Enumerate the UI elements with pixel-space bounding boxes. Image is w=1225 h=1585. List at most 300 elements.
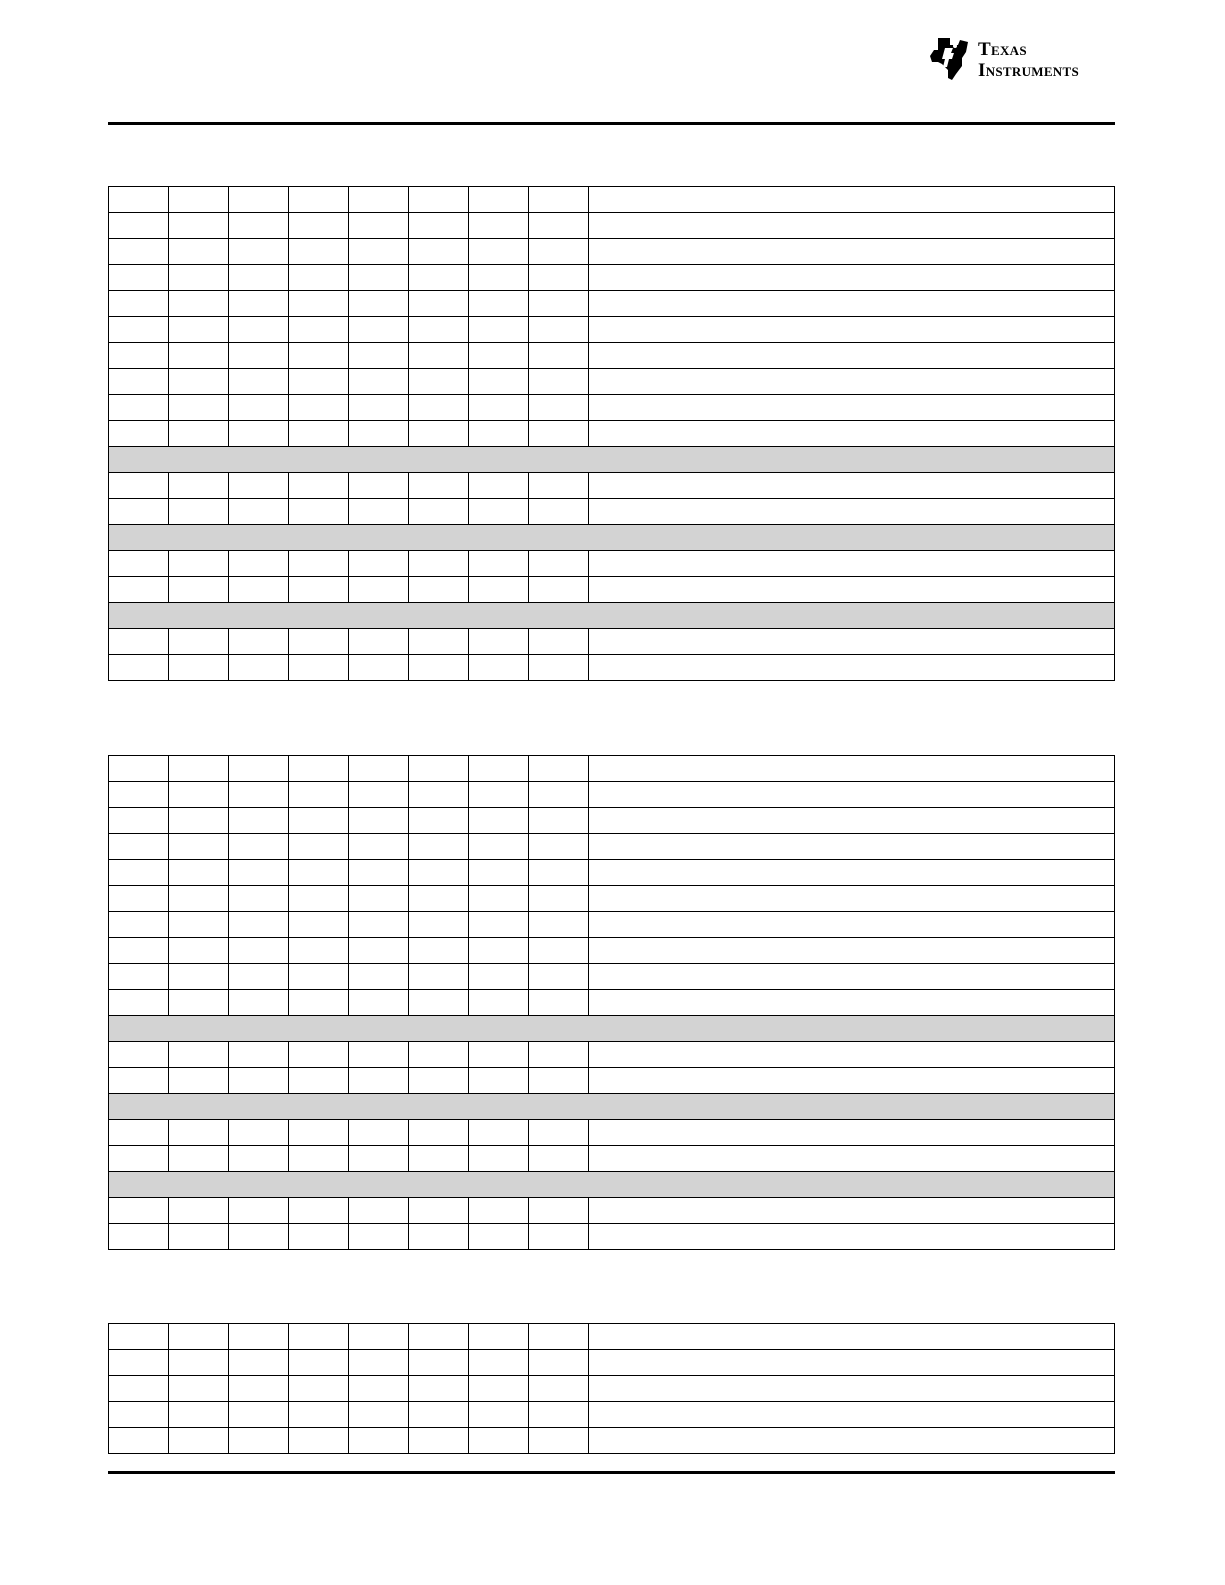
table-row	[109, 912, 1115, 938]
bit-cell	[469, 782, 529, 808]
bit-cell	[409, 369, 469, 395]
bit-cell	[469, 1042, 529, 1068]
bit-cell	[469, 1198, 529, 1224]
register-table-2	[108, 755, 1115, 1250]
bit-cell	[169, 1224, 229, 1250]
bit-cell	[409, 551, 469, 577]
description-cell	[589, 343, 1115, 369]
bit-cell	[289, 629, 349, 655]
bit-cell	[349, 1146, 409, 1172]
bit-cell	[109, 343, 169, 369]
bit-cell	[169, 473, 229, 499]
table-row	[109, 655, 1115, 681]
bit-cell	[109, 1428, 169, 1454]
description-cell	[589, 499, 1115, 525]
bit-cell	[109, 551, 169, 577]
bit-cell	[469, 1350, 529, 1376]
bit-cell	[529, 1120, 589, 1146]
bit-cell	[529, 317, 589, 343]
bit-cell	[529, 187, 589, 213]
bit-cell	[289, 1350, 349, 1376]
bit-cell	[229, 499, 289, 525]
bit-cell	[229, 834, 289, 860]
logo-line-instruments: Instruments	[978, 60, 1079, 81]
bit-cell	[469, 317, 529, 343]
table-row	[109, 343, 1115, 369]
bit-cell	[109, 1324, 169, 1350]
section-band-cell	[109, 1016, 1115, 1042]
bit-cell	[349, 834, 409, 860]
table-row	[109, 1224, 1115, 1250]
bit-cell	[469, 912, 529, 938]
table-row	[109, 1428, 1115, 1454]
bit-cell	[109, 473, 169, 499]
bit-cell	[289, 473, 349, 499]
bit-cell	[529, 213, 589, 239]
bit-cell	[469, 655, 529, 681]
description-cell	[589, 756, 1115, 782]
bit-cell	[529, 1402, 589, 1428]
bit-cell	[349, 629, 409, 655]
bit-cell	[469, 395, 529, 421]
bit-cell	[229, 317, 289, 343]
bit-cell	[289, 1428, 349, 1454]
description-cell	[589, 1324, 1115, 1350]
bit-cell	[409, 395, 469, 421]
table-row	[109, 990, 1115, 1016]
bit-cell	[409, 239, 469, 265]
table-row	[109, 1350, 1115, 1376]
description-cell	[589, 577, 1115, 603]
bit-cell	[109, 912, 169, 938]
bit-cell	[289, 551, 349, 577]
bit-cell	[169, 187, 229, 213]
section-band-row	[109, 1094, 1115, 1120]
description-cell	[589, 265, 1115, 291]
bit-cell	[409, 291, 469, 317]
table-row	[109, 1402, 1115, 1428]
bit-cell	[349, 551, 409, 577]
bit-cell	[289, 964, 349, 990]
table-row	[109, 473, 1115, 499]
bit-cell	[289, 421, 349, 447]
table-row	[109, 499, 1115, 525]
table-row	[109, 938, 1115, 964]
bit-cell	[409, 990, 469, 1016]
bit-cell	[349, 782, 409, 808]
bit-cell	[289, 291, 349, 317]
bit-cell	[109, 964, 169, 990]
bit-cell	[349, 1376, 409, 1402]
bit-cell	[109, 886, 169, 912]
bit-cell	[169, 1324, 229, 1350]
bit-cell	[169, 1042, 229, 1068]
bit-cell	[109, 1402, 169, 1428]
bit-cell	[529, 912, 589, 938]
description-cell	[589, 1350, 1115, 1376]
bit-cell	[289, 1402, 349, 1428]
bit-cell	[529, 782, 589, 808]
bit-cell	[409, 1042, 469, 1068]
bit-cell	[289, 912, 349, 938]
bit-cell	[469, 187, 529, 213]
bit-cell	[109, 1068, 169, 1094]
bit-cell	[169, 655, 229, 681]
table-row	[109, 756, 1115, 782]
bit-cell	[169, 343, 229, 369]
bit-cell	[229, 938, 289, 964]
description-cell	[589, 629, 1115, 655]
bit-cell	[289, 1120, 349, 1146]
bit-cell	[469, 369, 529, 395]
bit-cell	[109, 860, 169, 886]
description-cell	[589, 1042, 1115, 1068]
bit-cell	[529, 343, 589, 369]
bit-cell	[229, 1376, 289, 1402]
bit-cell	[529, 964, 589, 990]
bit-cell	[169, 1068, 229, 1094]
bit-cell	[289, 1146, 349, 1172]
bit-cell	[349, 1224, 409, 1250]
bit-cell	[229, 343, 289, 369]
table-row	[109, 1068, 1115, 1094]
bit-cell	[409, 499, 469, 525]
bit-cell	[409, 964, 469, 990]
bit-cell	[229, 239, 289, 265]
table-row	[109, 395, 1115, 421]
bit-cell	[229, 860, 289, 886]
section-band-cell	[109, 603, 1115, 629]
bit-cell	[169, 1428, 229, 1454]
bit-cell	[349, 1324, 409, 1350]
bit-cell	[229, 1324, 289, 1350]
description-cell	[589, 655, 1115, 681]
bit-cell	[469, 551, 529, 577]
bit-cell	[289, 369, 349, 395]
bit-cell	[169, 782, 229, 808]
description-cell	[589, 291, 1115, 317]
bit-cell	[289, 1068, 349, 1094]
bit-cell	[169, 629, 229, 655]
bit-cell	[169, 1120, 229, 1146]
description-cell	[589, 964, 1115, 990]
bit-cell	[109, 756, 169, 782]
bit-cell	[529, 239, 589, 265]
bit-cell	[169, 938, 229, 964]
bit-cell	[529, 421, 589, 447]
bit-cell	[229, 369, 289, 395]
bit-cell	[169, 395, 229, 421]
header-rule	[108, 122, 1115, 125]
bit-cell	[349, 499, 409, 525]
bit-cell	[229, 291, 289, 317]
table-row	[109, 317, 1115, 343]
table-row	[109, 213, 1115, 239]
bit-cell	[409, 421, 469, 447]
bit-cell	[529, 1198, 589, 1224]
bit-cell	[529, 1224, 589, 1250]
bit-cell	[229, 782, 289, 808]
bit-cell	[229, 1120, 289, 1146]
table-row	[109, 291, 1115, 317]
bit-cell	[529, 834, 589, 860]
bit-cell	[289, 782, 349, 808]
bit-cell	[109, 369, 169, 395]
section-band-row	[109, 603, 1115, 629]
bit-cell	[349, 756, 409, 782]
bit-cell	[229, 213, 289, 239]
bit-cell	[109, 1146, 169, 1172]
bit-cell	[289, 655, 349, 681]
bit-cell	[169, 886, 229, 912]
bit-cell	[229, 912, 289, 938]
texas-instruments-logo	[928, 36, 1118, 82]
bit-cell	[409, 1402, 469, 1428]
bit-cell	[409, 834, 469, 860]
table-row	[109, 834, 1115, 860]
bit-cell	[469, 265, 529, 291]
bit-cell	[529, 551, 589, 577]
bit-cell	[169, 860, 229, 886]
bit-cell	[289, 577, 349, 603]
ti-logo-icon	[928, 36, 972, 82]
table-row	[109, 860, 1115, 886]
bit-cell	[289, 756, 349, 782]
bit-cell	[529, 577, 589, 603]
description-cell	[589, 1402, 1115, 1428]
bit-cell	[349, 886, 409, 912]
bit-cell	[169, 964, 229, 990]
bit-cell	[229, 1146, 289, 1172]
description-cell	[589, 421, 1115, 447]
description-cell	[589, 1198, 1115, 1224]
bit-cell	[109, 317, 169, 343]
bit-cell	[469, 1224, 529, 1250]
bit-cell	[529, 808, 589, 834]
bit-cell	[109, 395, 169, 421]
description-cell	[589, 912, 1115, 938]
bit-cell	[169, 912, 229, 938]
bit-cell	[169, 317, 229, 343]
bit-cell	[229, 421, 289, 447]
description-cell	[589, 1120, 1115, 1146]
bit-cell	[229, 577, 289, 603]
bit-cell	[109, 629, 169, 655]
bit-cell	[349, 343, 409, 369]
bit-cell	[409, 1428, 469, 1454]
bit-cell	[469, 860, 529, 886]
table-row	[109, 1146, 1115, 1172]
bit-cell	[289, 1224, 349, 1250]
bit-cell	[289, 1376, 349, 1402]
bit-cell	[529, 655, 589, 681]
table-row	[109, 551, 1115, 577]
section-band-row	[109, 1016, 1115, 1042]
bit-cell	[529, 369, 589, 395]
table-row	[109, 577, 1115, 603]
bit-cell	[469, 239, 529, 265]
bit-cell	[529, 860, 589, 886]
bit-cell	[409, 655, 469, 681]
bit-cell	[109, 577, 169, 603]
bit-cell	[529, 990, 589, 1016]
bit-cell	[289, 886, 349, 912]
table-row	[109, 421, 1115, 447]
section-band-row	[109, 525, 1115, 551]
bit-cell	[349, 1042, 409, 1068]
bit-cell	[409, 938, 469, 964]
description-cell	[589, 551, 1115, 577]
bit-cell	[529, 499, 589, 525]
bit-cell	[349, 1198, 409, 1224]
bit-cell	[529, 265, 589, 291]
bit-cell	[409, 187, 469, 213]
bit-cell	[229, 886, 289, 912]
description-cell	[589, 1376, 1115, 1402]
bit-cell	[409, 808, 469, 834]
bit-cell	[529, 1068, 589, 1094]
bit-cell	[229, 655, 289, 681]
bit-cell	[529, 395, 589, 421]
bit-cell	[229, 395, 289, 421]
bit-cell	[469, 577, 529, 603]
bit-cell	[289, 317, 349, 343]
table-row	[109, 808, 1115, 834]
bit-cell	[349, 912, 409, 938]
bit-cell	[409, 1068, 469, 1094]
bit-cell	[229, 187, 289, 213]
bit-cell	[529, 629, 589, 655]
bit-cell	[229, 1350, 289, 1376]
bit-cell	[469, 990, 529, 1016]
logo-wordmark	[978, 39, 1079, 81]
bit-cell	[529, 1146, 589, 1172]
table-row	[109, 1120, 1115, 1146]
bit-cell	[229, 1042, 289, 1068]
bit-cell	[229, 551, 289, 577]
description-cell	[589, 395, 1115, 421]
bit-cell	[229, 1224, 289, 1250]
bit-cell	[229, 756, 289, 782]
description-cell	[589, 1428, 1115, 1454]
bit-cell	[349, 473, 409, 499]
bit-cell	[289, 1042, 349, 1068]
section-band-cell	[109, 1172, 1115, 1198]
bit-cell	[529, 938, 589, 964]
bit-cell	[289, 834, 349, 860]
bit-cell	[529, 291, 589, 317]
bit-cell	[169, 421, 229, 447]
bit-cell	[409, 1376, 469, 1402]
bit-cell	[289, 395, 349, 421]
bit-cell	[409, 886, 469, 912]
bit-cell	[349, 395, 409, 421]
bit-cell	[469, 886, 529, 912]
bit-cell	[229, 808, 289, 834]
bit-cell	[109, 421, 169, 447]
bit-cell	[169, 1376, 229, 1402]
bit-cell	[349, 239, 409, 265]
bit-cell	[349, 1402, 409, 1428]
bit-cell	[469, 1068, 529, 1094]
bit-cell	[349, 1350, 409, 1376]
bit-cell	[169, 1146, 229, 1172]
bit-cell	[169, 1402, 229, 1428]
bit-cell	[409, 1120, 469, 1146]
bit-cell	[469, 343, 529, 369]
bit-cell	[109, 1350, 169, 1376]
bit-cell	[229, 1402, 289, 1428]
bit-cell	[349, 213, 409, 239]
description-cell	[589, 473, 1115, 499]
bit-cell	[169, 369, 229, 395]
table-row	[109, 886, 1115, 912]
bit-cell	[529, 1324, 589, 1350]
description-cell	[589, 213, 1115, 239]
bit-cell	[109, 499, 169, 525]
bit-cell	[529, 1042, 589, 1068]
bit-cell	[349, 577, 409, 603]
logo-line-texas: Texas	[978, 39, 1027, 60]
register-table-3	[108, 1323, 1115, 1454]
bit-cell	[469, 1120, 529, 1146]
bit-cell	[289, 860, 349, 886]
table-row	[109, 239, 1115, 265]
bit-cell	[109, 1120, 169, 1146]
table-row	[109, 369, 1115, 395]
bit-cell	[109, 1042, 169, 1068]
bit-cell	[349, 291, 409, 317]
bit-cell	[469, 213, 529, 239]
bit-cell	[409, 1350, 469, 1376]
bit-cell	[349, 860, 409, 886]
bit-cell	[109, 938, 169, 964]
description-cell	[589, 1224, 1115, 1250]
bit-cell	[349, 990, 409, 1016]
bit-cell	[169, 499, 229, 525]
description-cell	[589, 860, 1115, 886]
bit-cell	[229, 473, 289, 499]
bit-cell	[409, 1146, 469, 1172]
table-row	[109, 1198, 1115, 1224]
bit-cell	[169, 1350, 229, 1376]
table-row	[109, 265, 1115, 291]
bit-cell	[409, 629, 469, 655]
description-cell	[589, 1068, 1115, 1094]
bit-cell	[409, 213, 469, 239]
bit-cell	[229, 990, 289, 1016]
bit-cell	[169, 990, 229, 1016]
bit-cell	[289, 938, 349, 964]
bit-cell	[229, 964, 289, 990]
table-row	[109, 187, 1115, 213]
bit-cell	[469, 499, 529, 525]
bit-cell	[289, 213, 349, 239]
bit-cell	[169, 1198, 229, 1224]
bit-cell	[109, 655, 169, 681]
bit-cell	[409, 860, 469, 886]
bit-cell	[469, 808, 529, 834]
bit-cell	[349, 1068, 409, 1094]
bit-cell	[229, 629, 289, 655]
bit-cell	[529, 473, 589, 499]
section-band-cell	[109, 525, 1115, 551]
bit-cell	[529, 1428, 589, 1454]
bit-cell	[349, 421, 409, 447]
bit-cell	[289, 499, 349, 525]
bit-cell	[169, 577, 229, 603]
bit-cell	[289, 990, 349, 1016]
